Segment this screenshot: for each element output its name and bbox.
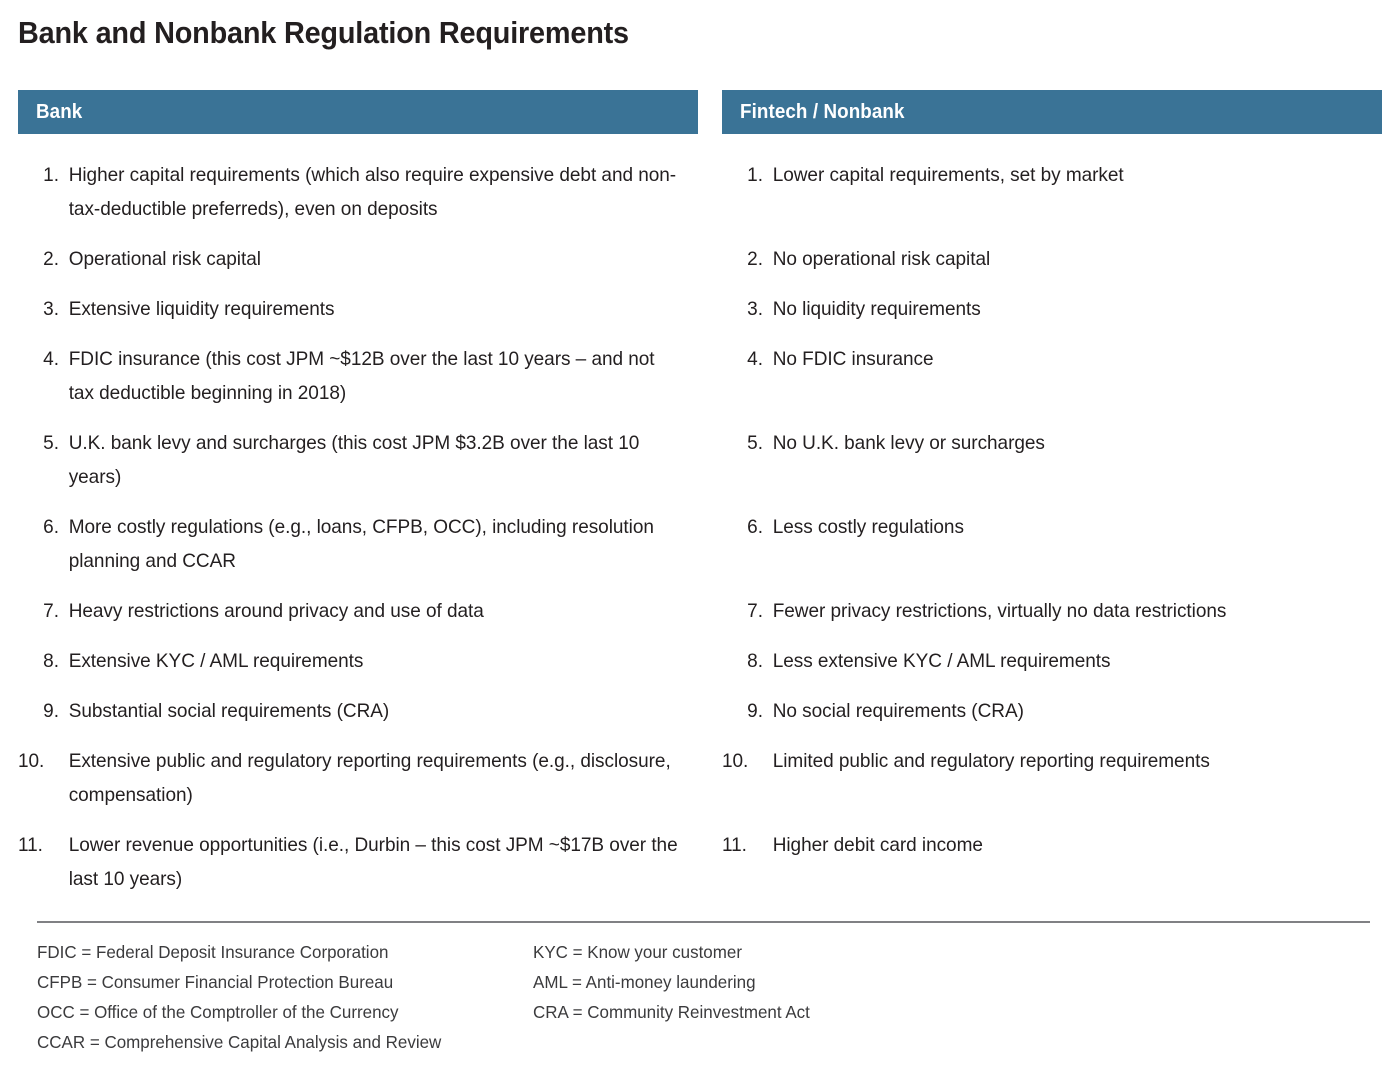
list-item-number: 10. (18, 750, 45, 772)
list-item (722, 644, 1366, 678)
column-header-bank (18, 90, 698, 134)
list-item-text: Higher capital requirements (which also require expensive debt and non-tax-deductible preferreds), even on deposits (68, 164, 677, 220)
column-header-fintech-label: Fintech / Nonbank (740, 101, 905, 123)
list-item-number: 8. (43, 650, 59, 672)
list-item-text: U.K. bank levy and surcharges (this cost JPM $3.2B over the last 10 years) (68, 432, 640, 488)
list-item (722, 426, 1366, 460)
abbreviation-line: CCAR = Comprehensive Capital Analysis and Review (37, 1032, 442, 1052)
list-item-number: 7. (747, 600, 763, 622)
list-item-text: No liquidity requirements (772, 298, 981, 320)
list-item (18, 292, 681, 326)
abbreviation-line: OCC = Office of the Comptroller of the Currency (37, 1002, 399, 1022)
list-item-number: 1. (747, 164, 763, 186)
list-item-text: Heavy restrictions around privacy and use of data (68, 600, 484, 622)
list-item-number: 6. (747, 516, 763, 538)
abbreviation-legend-column-left (37, 937, 507, 1057)
abbreviation-legend-column-right (533, 937, 1033, 1027)
list-item-number: 7. (43, 600, 59, 622)
abbreviation-line: AML = Anti-money laundering (533, 972, 756, 992)
list-item-text: Extensive public and regulatory reporting requirements (e.g., disclosure, compensation) (68, 750, 671, 806)
list-item-number: 5. (747, 432, 763, 454)
list-item-text: Lower revenue opportunities (i.e., Durbin – this cost JPM ~$17B over the last 10 years) (68, 834, 678, 890)
list-item-text: Lower capital requirements, set by market (772, 164, 1124, 186)
list-item-text: FDIC insurance (this cost JPM ~$12B over the last 10 years – and not tax deductible beginning in 2018) (68, 348, 655, 404)
list-item (18, 594, 681, 628)
list-item-text: More costly regulations (e.g., loans, CFPB, OCC), including resolution planning and CCAR (68, 516, 654, 572)
list-item-text: Limited public and regulatory reporting requirements (772, 750, 1210, 772)
list-item-number: 8. (747, 650, 763, 672)
list-item-text: No U.K. bank levy or surcharges (772, 432, 1045, 454)
abbreviation-line: KYC = Know your customer (533, 942, 742, 962)
list-item-text: Higher debit card income (772, 834, 983, 856)
list-item-number: 1. (43, 164, 59, 186)
list-item (722, 292, 1366, 326)
list-item (18, 510, 681, 578)
list-item (18, 158, 681, 226)
list-item (18, 342, 681, 410)
list-item-number: 4. (747, 348, 763, 370)
list-item-number: 3. (747, 298, 763, 320)
list-item-text: Substantial social requirements (CRA) (68, 700, 390, 722)
list-item (722, 510, 1366, 544)
list-item (722, 828, 1366, 862)
list-item-text: Extensive KYC / AML requirements (68, 650, 364, 672)
footnote-divider (37, 921, 1370, 923)
list-item (18, 694, 681, 728)
list-item-text: Less extensive KYC / AML requirements (772, 650, 1111, 672)
abbreviation-line: FDIC = Federal Deposit Insurance Corporation (37, 942, 389, 962)
list-item-text: Extensive liquidity requirements (68, 298, 335, 320)
list-item-number: 6. (43, 516, 59, 538)
list-item (722, 158, 1366, 192)
list-item-number: 3. (43, 298, 59, 320)
list-item-number: 2. (747, 248, 763, 270)
abbreviation-line: CFPB = Consumer Financial Protection Bureau (37, 972, 394, 992)
list-item-number: 9. (43, 700, 59, 722)
list-item (18, 828, 681, 896)
list-item (722, 242, 1366, 276)
list-item-number: 11. (18, 834, 43, 856)
list-item-text: Fewer privacy restrictions, virtually no data restrictions (772, 600, 1227, 622)
list-item-text: Less costly regulations (772, 516, 964, 538)
list-item (18, 242, 681, 276)
list-item (18, 744, 681, 812)
list-item (722, 744, 1366, 778)
list-item-number: 5. (43, 432, 59, 454)
list-item-number: 4. (43, 348, 59, 370)
list-item (722, 342, 1366, 376)
abbreviation-line: CRA = Community Reinvestment Act (533, 1002, 810, 1022)
list-item-text: No social requirements (CRA) (772, 700, 1024, 722)
page-title: Bank and Nonbank Regulation Requirements (18, 15, 629, 50)
column-header-bank-label: Bank (36, 101, 83, 123)
list-item-number: 9. (747, 700, 763, 722)
list-item-text: No FDIC insurance (772, 348, 934, 370)
list-item-text: No operational risk capital (772, 248, 991, 270)
list-item (722, 594, 1366, 628)
list-item (722, 694, 1366, 728)
list-item (18, 426, 681, 494)
column-header-fintech (722, 90, 1382, 134)
list-item (18, 644, 681, 678)
list-item-text: Operational risk capital (68, 248, 261, 270)
list-item-number: 11. (722, 834, 747, 856)
list-item-number: 10. (722, 750, 749, 772)
list-item-number: 2. (43, 248, 59, 270)
